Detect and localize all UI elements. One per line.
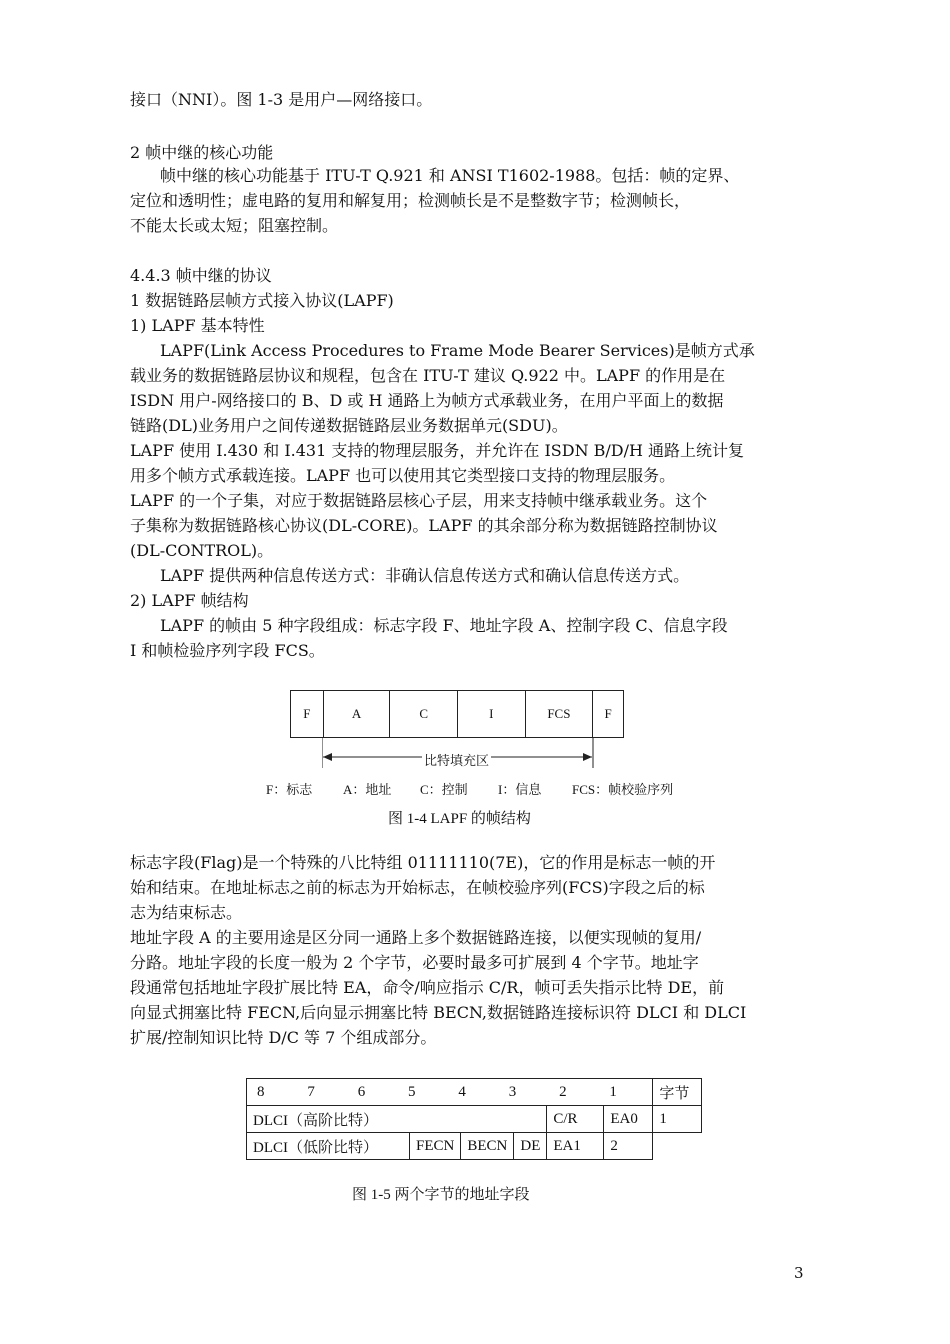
legend-item: FCS：帧校验序列: [572, 782, 674, 797]
dlci-high-cell: DLCI（高阶比特）: [247, 1106, 547, 1133]
paragraph-line: 地址字段 A 的主要用途是区分同一通路上多个数据链路连接，以便实现帧的复用/: [130, 928, 702, 947]
dlci-low-cell: DLCI（低阶比特）: [247, 1133, 410, 1160]
fecn-cell: FECN: [410, 1133, 461, 1160]
cr-cell: C/R: [547, 1106, 604, 1133]
bit-fill-label: 比特填充区: [422, 750, 491, 769]
ea1-cell: EA1: [547, 1133, 604, 1160]
bit-number: 5: [408, 1083, 416, 1100]
address-field-table: [246, 1078, 702, 1160]
frame-field-address: A: [323, 691, 390, 737]
paragraph-line: 载业务的数据链路层协议和规程，包含在 ITU-T 建议 Q.922 中。LAPF 的作用是在: [130, 366, 726, 385]
paragraph-line: 不能太长或太短；阻塞控制。: [130, 216, 339, 235]
paragraph-line: 志为结束标志。: [130, 903, 243, 922]
bit-number: 4: [458, 1083, 466, 1100]
table-row: [247, 1133, 702, 1160]
paragraph-line: I 和帧检验序列字段 FCS。: [130, 641, 325, 660]
paragraph-line: 扩展/控制知识比特 D/C 等 7 个组成部分。: [130, 1028, 437, 1047]
legend-item: A：地址: [343, 782, 392, 797]
legend-item: I：信息: [498, 782, 542, 797]
paragraph-line: 子集称为数据链路核心协议(DL-CORE)。LAPF 的其余部分称为数据链路控制协议: [130, 516, 718, 535]
frame-field-information: I: [457, 691, 525, 737]
paragraph-line: ISDN 用户-网络接口的 B、D 或 H 通路上为帧方式承载业务，在用户平面上的数据: [130, 391, 724, 410]
section-heading: 1) LAPF 基本特性: [130, 316, 265, 335]
frame-field-flag-end: F: [592, 691, 623, 737]
paragraph-line: (DL-CONTROL)。: [130, 541, 274, 560]
paragraph-line: 始和结束。在地址标志之前的标志为开始标志，在帧校验序列(FCS)字段之后的标: [130, 878, 705, 897]
byte-number-cell: 1: [653, 1106, 702, 1133]
paragraph-line: LAPF 的帧由 5 种字段组成：标志字段 F、地址字段 A、控制字段 C、信息字段: [160, 616, 728, 635]
paragraph-line: LAPF 的一个子集，对应于数据链路层核心子层，用来支持帧中继承载业务。这个: [130, 491, 708, 510]
bit-number: 1: [609, 1083, 617, 1100]
paragraph-line: 分路。地址字段的长度一般为 2 个字节，必要时最多可扩展到 4 个字节。地址字: [130, 953, 699, 972]
bit-number: 7: [307, 1083, 315, 1100]
page-number: 3: [794, 1264, 804, 1282]
de-cell: DE: [514, 1133, 547, 1160]
bit-number: 2: [559, 1083, 567, 1100]
paragraph-line: LAPF(Link Access Procedures to Frame Mode Bearer Services)是帧方式承: [160, 341, 755, 360]
paragraph-line: 定位和透明性；虚电路的复用和解复用；检测帧长是不是整数字节；检测帧长，: [130, 191, 691, 210]
figure-caption: 图 1-5 两个字节的地址字段: [352, 1187, 530, 1203]
legend-item: C：控制: [420, 782, 468, 797]
table-row: [247, 1106, 702, 1133]
section-heading: 4.4.3 帧中继的协议: [130, 266, 272, 285]
paragraph-line: 用多个帧方式承载连接。LAPF 也可以使用其它类型接口支持的物理层服务。: [130, 466, 676, 485]
frame-structure-diagram: [290, 690, 624, 738]
legend-item: F：标志: [266, 782, 313, 797]
frame-field-fcs: FCS: [525, 691, 593, 737]
bit-number: 3: [508, 1083, 517, 1100]
table-row: [247, 1079, 702, 1106]
figure-caption: 图 1-4 LAPF 的帧结构: [388, 811, 531, 827]
section-heading: 2 帧中继的核心功能: [130, 143, 274, 162]
bit-number: 6: [357, 1083, 366, 1100]
paragraph-line: LAPF 使用 I.430 和 I.431 支持的物理层服务，并允许在 ISDN B/D/H 通路上统计复: [130, 441, 745, 460]
paragraph-line: LAPF 提供两种信息传送方式：非确认信息传送方式和确认信息传送方式。: [160, 566, 690, 585]
paragraph-line: 接口（NNI）。图 1-3 是用户—网络接口。: [130, 90, 433, 109]
section-heading: 2) LAPF 帧结构: [130, 591, 249, 610]
paragraph-line: 向显式拥塞比特 FECN,后向显示拥塞比特 BECN,数据链路连接标识符 DLCI 和 DLCI: [130, 1003, 747, 1022]
section-heading: 1 数据链路层帧方式接入协议(LAPF): [130, 291, 394, 310]
paragraph-line: 标志字段(Flag)是一个特殊的八比特组 01111110(7E)，它的作用是标志一帧的开: [130, 853, 716, 872]
bit-number: 8: [257, 1083, 265, 1100]
frame-field-flag-start: F: [303, 706, 311, 721]
ea0-cell: EA0: [604, 1106, 653, 1133]
frame-field-control: C: [389, 691, 457, 737]
paragraph-line: 帧中继的核心功能基于 ITU-T Q.921 和 ANSI T1602-1988。包括：帧的定界、: [160, 166, 740, 185]
byte-number-cell: 2: [604, 1133, 653, 1160]
becn-cell: BECN: [461, 1133, 514, 1160]
paragraph-line: 段通常包括地址字段扩展比特 EA，命令/响应指示 C/R，帧可丢失指示比特 DE，前: [130, 978, 725, 997]
paragraph-line: 链路(DL)业务用户之间传递数据链路层业务数据单元(SDU)。: [130, 416, 568, 435]
byte-header: 字节: [653, 1079, 702, 1106]
bit-number-header: [247, 1079, 653, 1106]
